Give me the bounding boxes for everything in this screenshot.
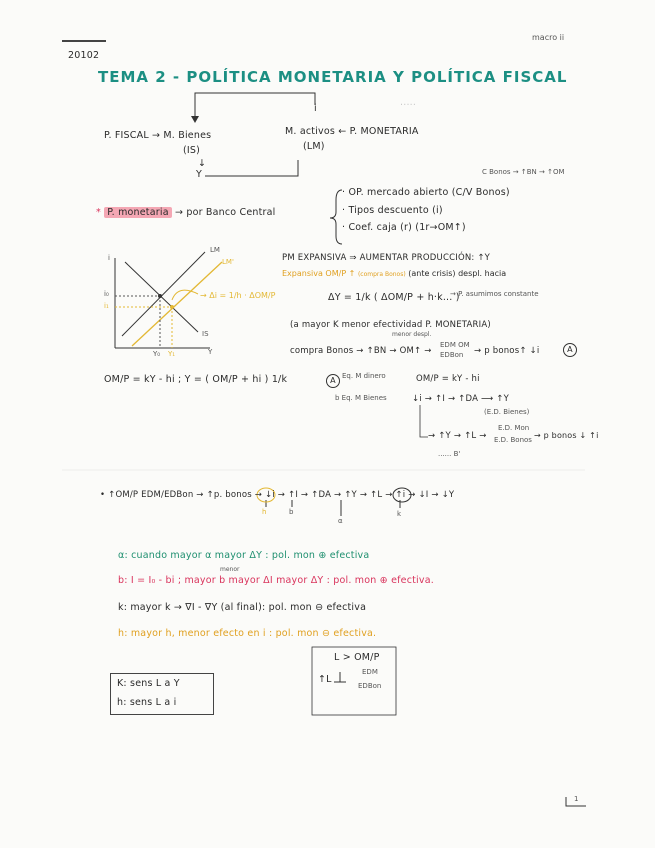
liq-top: L > OM/P [334,652,380,663]
a-fraction: OM/P = kY - hi [416,374,480,384]
expansiva-compra: (compra Bonos) [357,271,406,278]
page-mark: 1 [574,795,579,803]
subject-ref: macro ii [532,33,565,42]
pm-expansiva: PM EXPANSIVA ⇒ AUMENTAR PRODUCCIÓN: ↑Y [282,253,491,263]
pmon-item-2: · Tipos descuento (i) [342,205,443,216]
pfiscal-label: P. FISCAL → M. Bienes [104,130,212,141]
compra-edbon: EDBon [440,351,464,359]
compra-edm: EDM OM [440,341,470,349]
dy-formula: ΔY = 1/k ( ΔOM/P + h·k... ) [328,292,460,303]
bullet-k: k: mayor k → ∇I - ∇Y (al final): pol. mon ⊖ efectiva [118,602,367,613]
lm-label: (LM) [303,141,325,152]
mactivos-label: M. activos ← P. MONETARIA [285,126,419,137]
down-arrow: ↓ [198,158,207,169]
graph-y1: Y₁ [168,350,176,358]
graph-delta: → Δi = 1/h · ΔOM/P [200,291,276,300]
i-top-label: i [314,103,317,114]
b-eq: b Eq. M Bienes [335,394,387,402]
pmon-label: P. monetaria [104,207,172,218]
sensitivity-box [110,673,214,715]
transmission-chain: • ↑OM/P EDM/EDBon → ↑p. bonos → ↓i → ↑I → ↑DA → ↑Y → ↑L → ↑i → ↓I → ↓Y [100,490,455,500]
ed-bienes: (E.D. Bienes) [484,408,530,416]
chain-k: k [397,510,402,518]
sens-h: h: sens L a i [117,697,177,708]
b-chain: ↓i → ↑I → ↑DA ⟶ ↑Y [412,394,510,404]
mayor-k-note: (a mayor K menor efectividad P. MONETARIA) [290,320,491,330]
bullet-b: b: I = I₀ - bi ; mayor b mayor ΔI mayor ΔY : pol. mon ⊕ efectiva. [118,575,434,586]
dots-b: ...... B' [438,450,461,458]
pmon-arrow: → por Banco Central [174,207,276,218]
expansiva-ante: (ante crisis) despl. hacia [408,269,507,278]
compra-chain: compra Bonos → ↑BN → OM↑ → [290,346,432,356]
sens-k: K: sens L a Y [117,678,180,689]
chain-alpha: α [338,517,343,525]
dy-note: → P. asumimos constante [450,290,539,298]
liq-edm: EDM [362,668,378,676]
y-label: Y [196,169,203,180]
expansiva-row [282,269,506,278]
graph-is-label: IS [202,330,209,338]
ed-mon: E.D. Mon [498,424,530,432]
compra-pbonos: → p bonos↑ ↓i [474,346,540,356]
graph-y-axis: Y [208,348,213,356]
expansiva-word: Expansiva [282,269,323,278]
graph-lm2-label: LM' [222,258,234,266]
c-end: → p bonos ↓ ↑i [534,431,599,440]
chain-h: h [262,508,267,516]
graph-y0: Y₀ [153,350,161,358]
c-chain: → ↑Y → ↑L → [428,431,487,441]
pmon-item-3: · Coef. caja (r) (1r→OM↑) [342,222,466,233]
chain-b: b [289,508,294,516]
page-title: TEMA 2 - POLÍTICA MONETARIA Y POLÍTICA FISCAL [98,68,568,86]
money-equation: OM/P = kY - hi ; Y = ( OM/P + hi ) 1/k [104,374,288,385]
ghost-text: ····· [400,100,417,111]
bullet-b-sup: menor [220,566,240,573]
pmon-item-1: · OP. mercado abierto (C/V Bonos) [342,187,510,198]
liq-mid: ↑L [318,674,332,685]
graph-i1: i₁ [104,302,109,310]
a-eq: Eq. M dinero [342,372,386,380]
bullet-h: h: mayor h, menor efecto en i : pol. mon ⊖ efectiva. [118,628,377,639]
expansiva-om: OM/P ↑ [325,269,356,278]
ed-bonos: E.D. Bonos [494,436,532,444]
circle-a-2: A [326,374,340,388]
circle-a-1: A [563,343,577,357]
date: 20102 [68,50,100,61]
graph-i-axis: i [108,254,110,262]
bullet-alpha: α: cuando mayor α mayor ΔY : pol. mon ⊕ efectiva [118,550,370,561]
liq-edbon: EDBon [358,682,382,690]
pmon-row: * P. monetaria → por Banco Central [96,207,276,218]
is-label: (IS) [183,145,201,156]
graph-i0: i₀ [104,290,109,298]
menor-despl: menor despl. [392,331,432,338]
graph-lm-label: LM [210,246,220,254]
cbonos-note: C Bonos → ↑BN → ↑OM [482,168,565,176]
